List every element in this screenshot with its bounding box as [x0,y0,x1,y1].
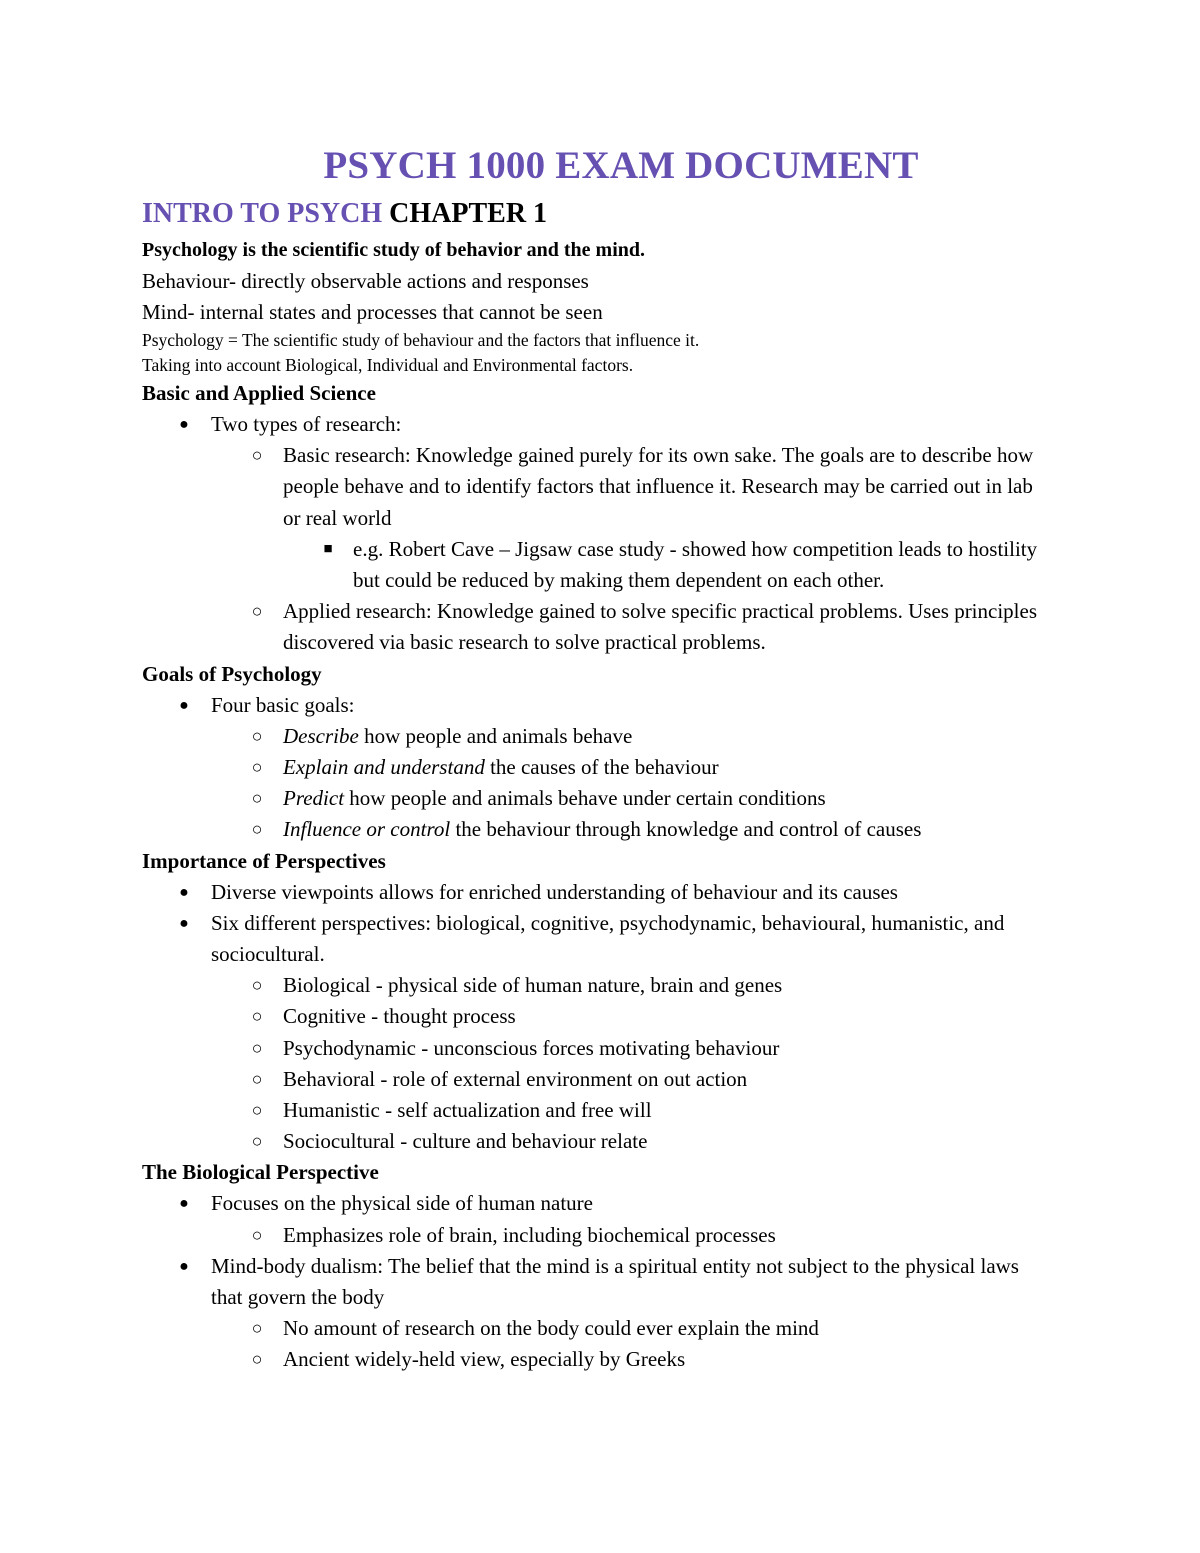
list-item [142,1344,1050,1375]
sub-bullet-list [142,721,1050,846]
list-item-text: Basic research: Knowledge gained purely for its own sake. The goals are to describe how people behave and to identify factors that influence it. Research may be carried out in lab or real world [283,443,1034,530]
list-item [142,1220,1050,1251]
bullet-dot-icon: ● [179,883,189,901]
list-item [142,877,1050,908]
bullet-dot-icon: ● [179,696,189,714]
list-item [142,908,1050,970]
sub-sub-bullet-list [142,534,1050,596]
bullet-circle-icon: ○ [251,819,263,840]
bullet-square-icon: ■ [323,540,333,557]
section-heading-biological: The Biological Perspective [142,1160,379,1185]
bullet-dot-icon: ● [179,416,189,433]
list-item [142,534,1050,596]
list-item [142,1033,1050,1064]
sub-bullet-list [142,1313,1050,1375]
sub-bullet-list [142,596,1050,658]
bullet-circle-icon: ○ [251,1318,263,1339]
bullet-circle-icon: ○ [251,601,263,622]
list-item [142,1001,1050,1032]
list-item [142,814,1050,845]
psychology-equation: Psychology = The scientific study of behaviour and the factors that influence it. [142,330,700,350]
sub-bullet-list [142,970,1050,1157]
list-item-text: Biological - physical side of human nature, brain and genes [283,973,783,998]
chapter-number: CHAPTER 1 [389,198,548,229]
list-item [142,970,1050,1001]
factors-note: Taking into account Biological, Individual and Environmental factors. [142,355,634,375]
goal-text: how people and animals behave [358,723,633,748]
list-item-text: Focuses on the physical side of human nature [211,1191,593,1216]
section-heading-basic-applied: Basic and Applied Science [142,381,376,405]
list-item-text: No amount of research on the body could ever explain the mind [283,1316,819,1341]
list-item-text: Psychodynamic - unconscious forces motivating behaviour [283,1035,780,1060]
list-item [142,752,1050,783]
bullet-circle-icon: ○ [251,725,263,746]
bullet-list [142,409,1050,440]
bullet-circle-icon: ○ [251,788,263,809]
list-item-text: Diverse viewpoints allows for enriched understanding of behaviour and its causes [211,879,898,904]
list-item [142,1251,1050,1313]
list-item [142,783,1050,814]
list-item-text: Cognitive - thought process [283,1004,516,1029]
list-item [142,1095,1050,1126]
list-item-text: Behavioral - role of external environment on out action [283,1066,748,1091]
mind-definition: Mind- internal states and processes that cannot be seen [142,300,603,324]
sub-bullet-list [142,440,1050,534]
sub-bullet-list [142,1220,1050,1251]
chapter-heading [142,196,1050,232]
bullet-dot-icon: ● [179,914,189,932]
list-item-text: e.g. Robert Cave – Jigsaw case study - showed how competition leads to hostility but could be reduced by making them dependent on each other. [353,536,1038,593]
bullet-circle-icon: ○ [251,1100,263,1121]
list-item-text: Six different perspectives: biological, cognitive, psychodynamic, behavioural, humanistic, and sociocultural. [211,910,1005,967]
goal-keyword: Predict [283,786,345,811]
bullet-circle-icon: ○ [251,1037,263,1058]
bullet-list [142,1188,1050,1219]
bullet-circle-icon: ○ [251,1068,263,1089]
bullet-circle-icon: ○ [251,445,263,466]
list-item [142,1313,1050,1344]
list-item-text: Ancient widely-held view, especially by Greeks [283,1347,686,1372]
list-item-text: Four basic goals: [211,692,355,717]
psychology-definition: Psychology is the scientific study of behavior and the mind. [142,239,645,261]
bullet-list [142,877,1050,971]
list-item-text: Mind-body dualism: The belief that the mind is a spiritual entity not subject to the physical laws that govern the body [211,1253,1019,1310]
list-item [142,1064,1050,1095]
bullet-list [142,1251,1050,1313]
list-item [142,409,1050,440]
list-item [142,440,1050,534]
chapter-accent: INTRO TO PSYCH [142,198,383,229]
goal-text: the causes of the behaviour [484,755,719,780]
list-item [142,596,1050,658]
goal-keyword: Describe [283,723,359,748]
goal-text: the behaviour through knowledge and control of causes [450,817,922,842]
list-item-text: Two types of research: [211,412,402,436]
bullet-circle-icon: ○ [251,1006,263,1027]
list-item-text: Humanistic - self actualization and free will [283,1098,652,1123]
bullet-circle-icon: ○ [251,757,263,778]
section-heading-perspectives: Importance of Perspectives [142,848,386,873]
list-item-text: Emphasizes role of brain, including biochemical processes [283,1222,776,1247]
goal-keyword: Explain and understand [283,755,485,780]
bullet-circle-icon: ○ [251,1224,263,1245]
list-item [142,721,1050,752]
bullet-list [142,690,1050,721]
list-item [142,690,1050,721]
bullet-circle-icon: ○ [251,1349,263,1370]
list-item [142,1126,1050,1157]
list-item-text: Sociocultural - culture and behaviour relate [283,1129,648,1154]
list-item-text: Applied research: Knowledge gained to solve specific practical problems. Uses principles discovered via basic research to solve practical problems. [283,599,1038,655]
bullet-circle-icon: ○ [251,1131,263,1152]
list-item [142,1188,1050,1219]
document-title: PSYCH 1000 EXAM DOCUMENT [323,144,919,187]
goal-keyword: Influence or control [283,817,451,842]
bullet-dot-icon: ● [179,1195,189,1213]
section-heading-goals: Goals of Psychology [142,661,322,686]
bullet-circle-icon: ○ [251,975,263,996]
bullet-dot-icon: ● [179,1257,189,1275]
behaviour-definition: Behaviour- directly observable actions and responses [142,269,589,293]
goal-text: how people and animals behave under certain conditions [344,786,826,811]
